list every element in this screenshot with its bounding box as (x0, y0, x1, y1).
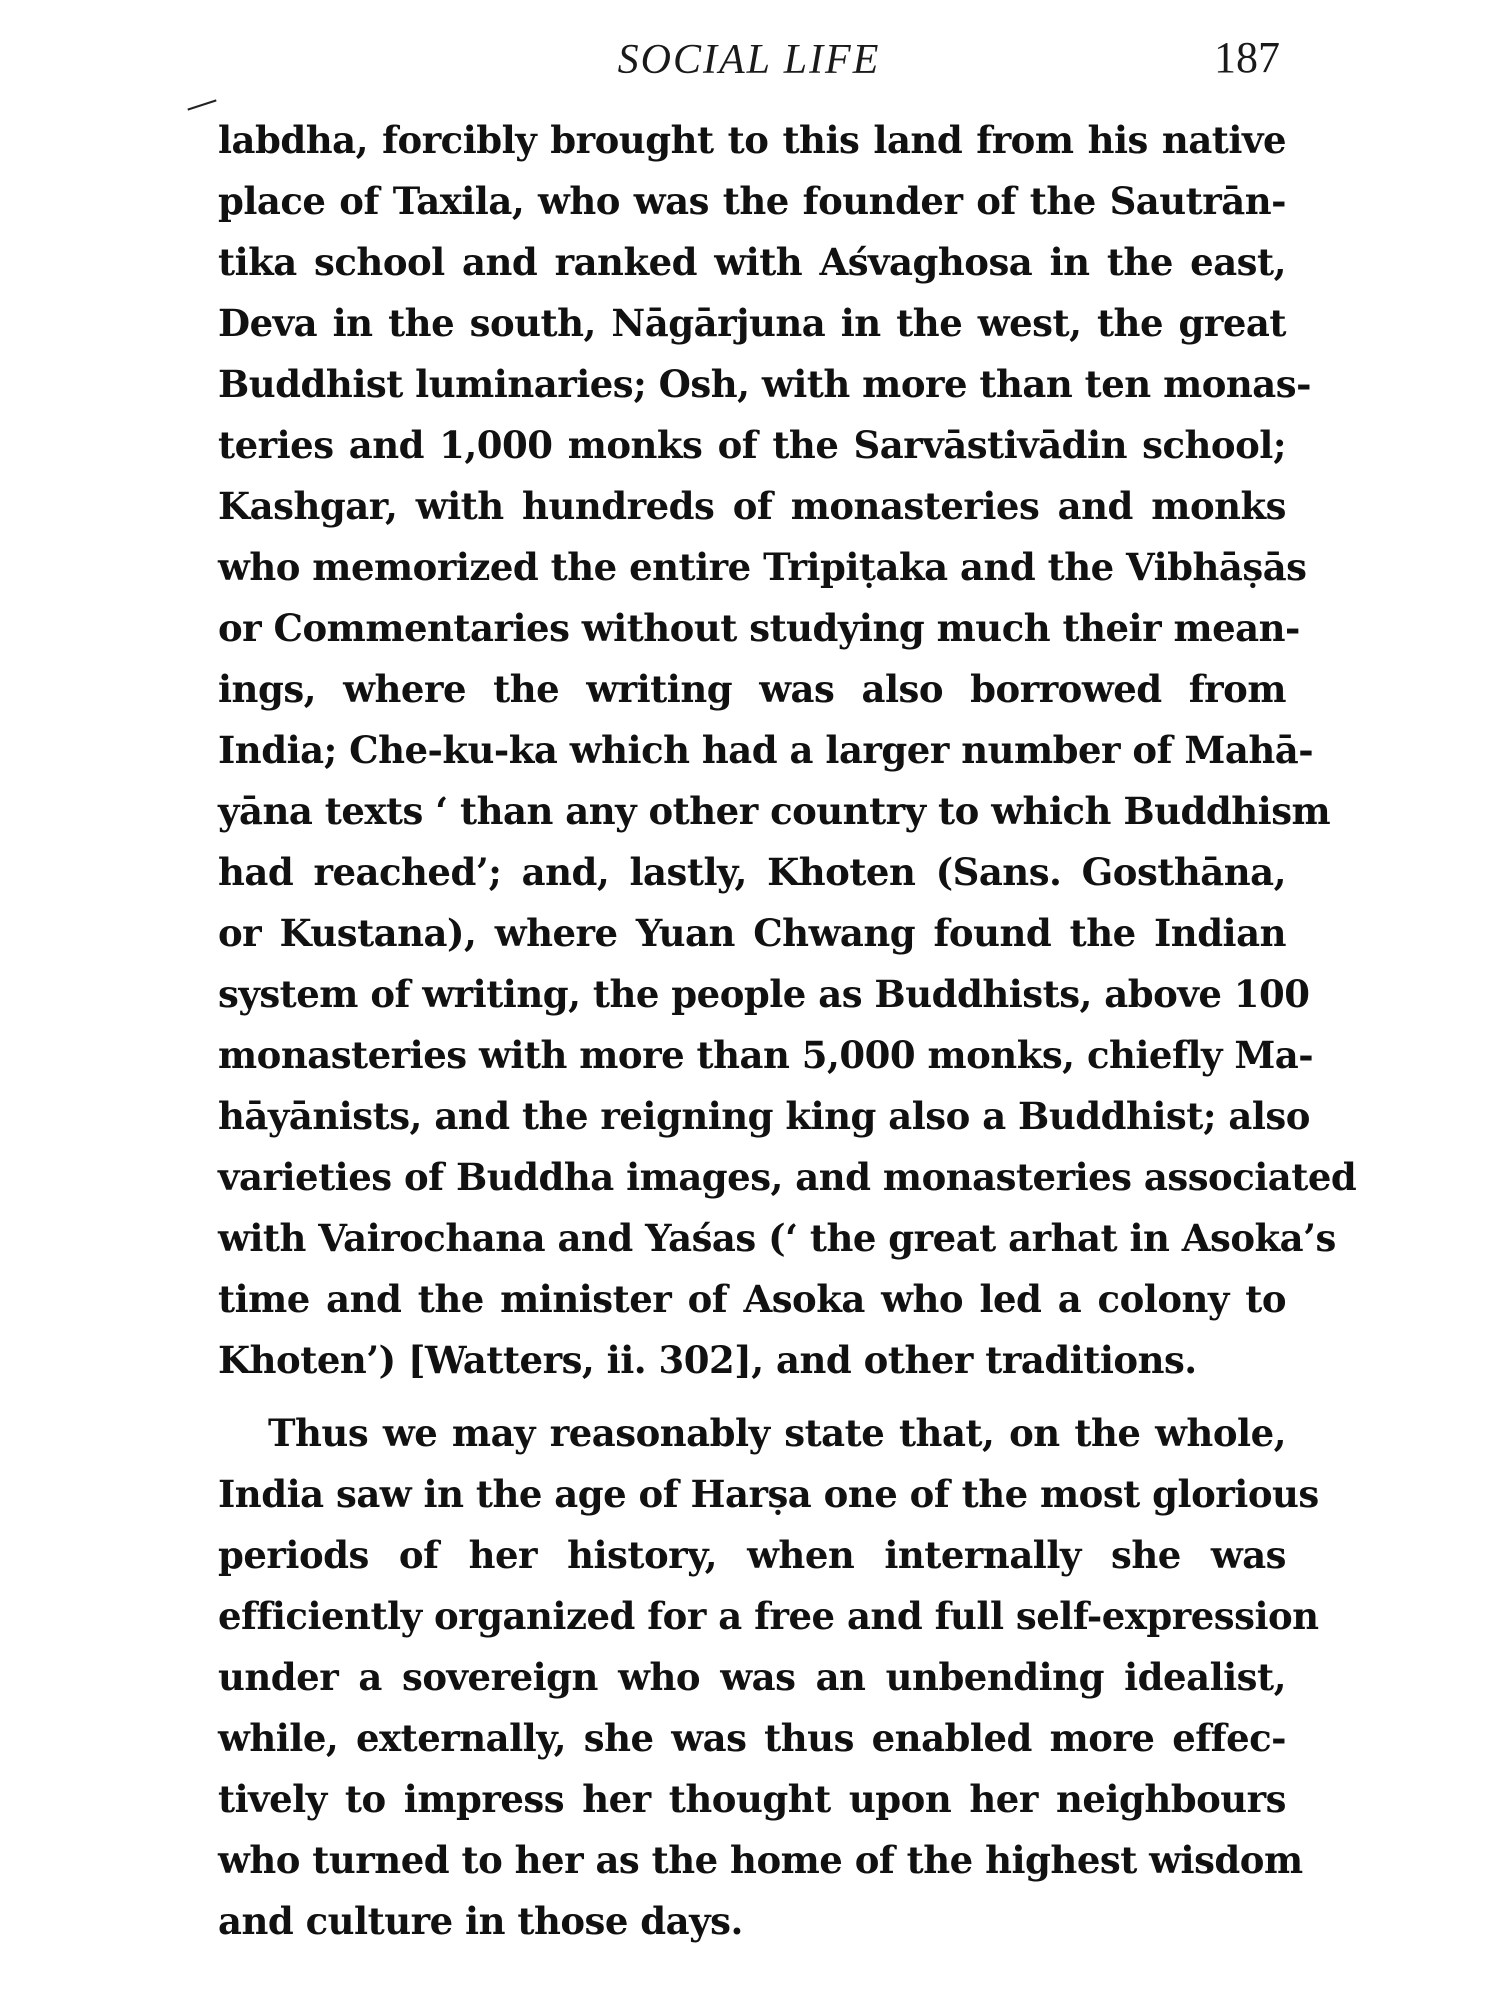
text-line: hāyānists, and the reigning king also a Buddhist; also (218, 1094, 1310, 1138)
text-line: labdha, forcibly brought to this land from his native (218, 118, 1286, 162)
text-line: while, externally, she was thus enabled more effec- (218, 1716, 1286, 1760)
text-line: tika school and ranked with Aśvaghosa in the east, (218, 240, 1286, 284)
text-line: place of Taxila, who was the founder of the Sautrān- (218, 179, 1286, 223)
text-line: India; Che-ku-ka which had a larger number of Mahā- (218, 728, 1314, 772)
text-line: Deva in the south, Nāgārjuna in the west, the great (218, 301, 1286, 345)
text-line: tively to impress her thought upon her neighbours (218, 1777, 1286, 1821)
text-line: with Vairochana and Yaśas (‘ the great arhat in Asoka’s (218, 1216, 1336, 1260)
text-line: who memorized the entire Tripiṭaka and the Vibhāṣās (218, 545, 1307, 589)
paragraph-1 (218, 110, 1357, 1391)
text-line: Buddhist luminaries; Osh, with more than ten monas- (218, 362, 1311, 406)
text-line: India saw in the age of Harṣa one of the most glorious (218, 1472, 1319, 1516)
text-line: and culture in those days. (218, 1899, 743, 1943)
text-line: or Commentaries without studying much their mean- (218, 606, 1300, 650)
text-line: teries and 1,000 monks of the Sarvāstivādin school; (218, 423, 1286, 467)
running-title: SOCIAL LIFE (617, 37, 881, 83)
text-line: Thus we may reasonably state that, on the whole, (268, 1411, 1286, 1455)
text-line: efficiently organized for a free and full self-expression (218, 1594, 1319, 1638)
body-text (218, 110, 1357, 1952)
running-head (218, 26, 1280, 86)
paragraph-2 (218, 1403, 1319, 1952)
text-line: who turned to her as the home of the highest wisdom (218, 1838, 1303, 1882)
text-line: Kashgar, with hundreds of monasteries and monks (218, 484, 1286, 528)
text-line: or Kustana), where Yuan Chwang found the Indian (218, 911, 1286, 955)
stray-ink-mark (187, 99, 216, 110)
text-line: ings, where the writing was also borrowed from (218, 667, 1286, 711)
text-line: monasteries with more than 5,000 monks, chiefly Ma- (218, 1033, 1314, 1077)
text-line: system of writing, the people as Buddhists, above 100 (218, 972, 1310, 1016)
text-line: under a sovereign who was an unbending idealist, (218, 1655, 1286, 1699)
text-line: time and the minister of Asoka who led a colony to (218, 1277, 1286, 1321)
text-line: yāna texts ‘ than any other country to which Buddhism (218, 789, 1331, 833)
text-line: varieties of Buddha images, and monasteries associated (218, 1155, 1357, 1199)
paragraph-gap (218, 1391, 1286, 1403)
text-line: periods of her history, when internally she was (218, 1533, 1286, 1577)
text-line: Khoten’) [Watters, ii. 302], and other traditions. (218, 1338, 1197, 1382)
text-line: had reached’; and, lastly, Khoten (Sans. Gosthāna, (218, 850, 1286, 894)
page-number: 187 (1214, 33, 1280, 82)
